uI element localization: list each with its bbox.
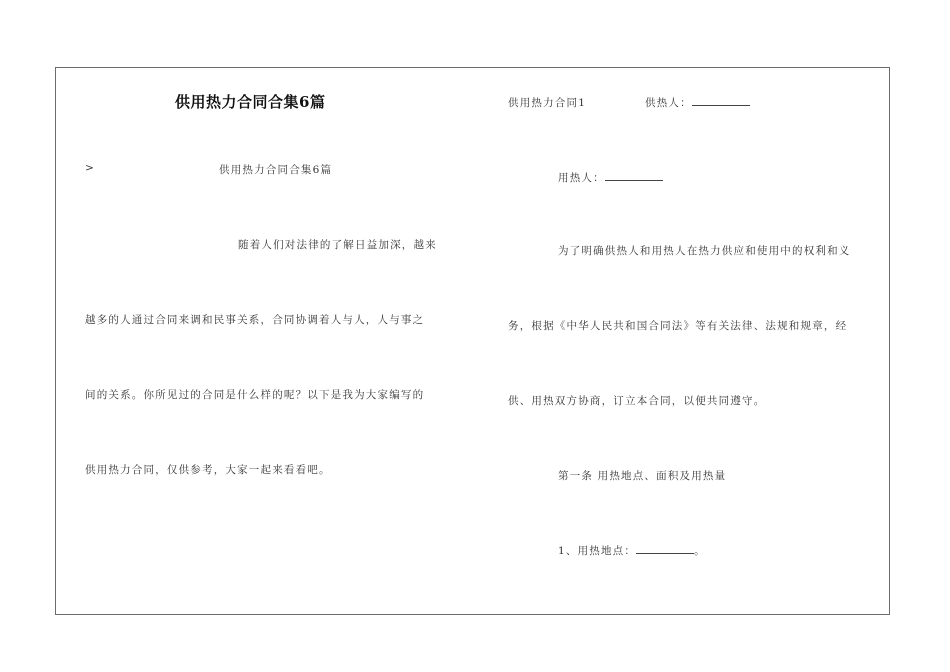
- heating-location-blank: [636, 543, 694, 554]
- bullet-arrow: >: [85, 162, 95, 174]
- contract-title: 供用热力合同1: [508, 97, 587, 109]
- intro-line-1: 随着人们对法律的了解日益加深，越来: [238, 239, 437, 251]
- purpose-line-3: 供、用热双方协商，订立本合同，以便共同遵守。: [508, 395, 766, 407]
- intro-line-4: 供用热力合同，仅供参考，大家一起来看看吧。: [85, 464, 331, 476]
- section-subtitle: 供用热力合同合集6篇: [219, 164, 333, 176]
- article-1-heading: 第一条 用热地点、面积及用热量: [558, 470, 727, 482]
- heating-location-label: 1、用热地点：: [558, 545, 637, 557]
- intro-line-3: 间的关系。你所见过的合同是什么样的呢？以下是我为大家编写的: [85, 389, 425, 401]
- user-label: 用热人：: [558, 172, 605, 184]
- document-title: 供用热力合同合集6篇: [175, 93, 326, 111]
- user-blank: [605, 170, 663, 181]
- heating-location-field: [558, 543, 706, 558]
- purpose-line-1: 为了明确供热人和用热人在热力供应和使用中的权利和义: [558, 245, 851, 257]
- user-field: [558, 170, 663, 185]
- supplier-field: [645, 95, 750, 110]
- intro-line-2: 越多的人通过合同来调和民事关系，合同协调着人与人，人与事之: [85, 314, 425, 326]
- purpose-line-2: 务，根据《中华人民共和国合同法》等有关法律、法规和规章，经: [508, 320, 848, 332]
- heating-location-end: 。: [694, 545, 706, 557]
- document-frame: [55, 67, 890, 615]
- supplier-blank: [692, 95, 750, 106]
- supplier-label: 供热人：: [645, 97, 692, 109]
